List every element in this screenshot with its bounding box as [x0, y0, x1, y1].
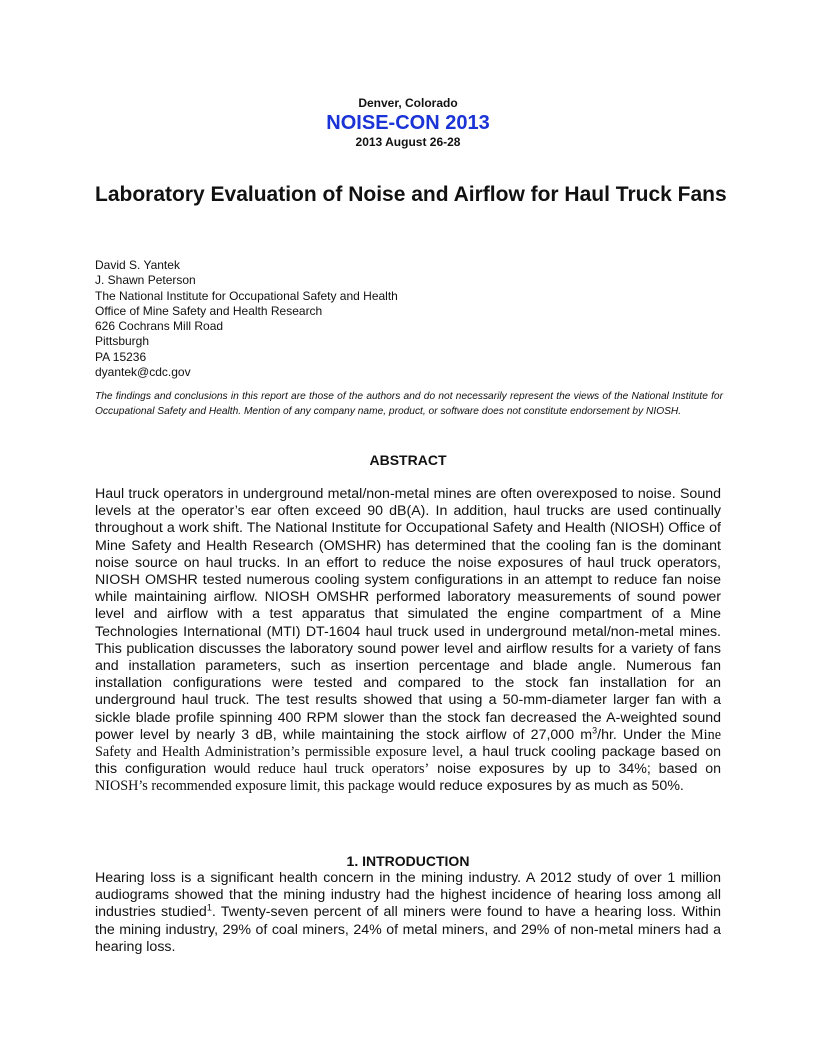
author-state-zip: PA 15236	[95, 349, 147, 364]
abstract-text-c: a haul truck cooling package based on this configuration woul	[95, 744, 721, 778]
author-street: 626 Cochrans Mill Road	[95, 319, 224, 334]
author-block	[95, 258, 715, 380]
introduction-heading: 1. INTRODUCTION	[346, 853, 470, 869]
abstract-heading: ABSTRACT	[369, 452, 447, 468]
intro-text-a: Hearing loss is a significant health concern in the mining industry. A 2012 study of over 1 million audiograms showed that the mining industry had the highest incidence of hearing loss among all industries studied	[95, 870, 721, 921]
abstract-serif-2: d reduce haul truck operators’	[243, 761, 430, 778]
abstract-text-a: Haul truck operators in underground metal/non-metal mines are often overexposed to noise. Sound levels at the operator’s ear often exceed 90 dB(A). In addition, haul trucks are used continually throughout a work shift. The National Institute for Occupational Safety and Health (NIOSH) Office of Mine Safety and Health Research (OMSHR) has determined that the cooling fan is the dominant noise source on haul trucks. In an effort to reduce the noise exposures of haul truck operators, NIOSH OMSHR tested numerous cooling system configurations in an attempt to reduce fan noise while maintaining airflow. NIOSH OMSHR performed laboratory measurements of sound power level and airflow with a test apparatus that simulated the engine compartment of a Mine Technologies International (MTI) DT-1604 haul truck used in underground metal/non-metal mines. This publication discusses the laboratory sound power level and airflow results for a variety of fans and installation parameters, such as insertion percentage and blade angle. Numerous fan installation configurations were tested and compared to the stock fan installation for an underground haul truck. The test results showed that using a 50-mm-diameter larger fan with a sickle blade profile spinning 400 RPM slower than the stock fan decreased the A-weighted sound power level by nearly 3 dB, while maintaining the stock airflow of 27,000 m	[95, 486, 721, 743]
abstract-serif-1: the Mine Safety and Health Administration’s permissible exposure level,	[95, 726, 721, 761]
author-name-2: J. Shawn Peterson	[95, 273, 196, 288]
introduction-body	[95, 870, 721, 956]
conference-name: NOISE-CON 2013	[326, 112, 490, 134]
abstract-text-b: /hr. Under	[597, 726, 668, 743]
author-city: Pittsburgh	[95, 334, 150, 349]
disclaimer: The findings and conclusions in this report are those of the authors and do not necessarily represent the views of the National Institute for Occupational Safety and Health. Mention of any company name, product, or software does not constitute endorsement by NIOSH.	[95, 391, 723, 417]
paper-title: Laboratory Evaluation of Noise and Airflow for Haul Truck Fans	[95, 183, 727, 206]
abstract-superscript: 3	[592, 725, 598, 736]
conference-location: Denver, Colorado	[358, 96, 458, 110]
abstract-text-d: noise exposures by up to 34%; based on	[429, 761, 721, 778]
intro-text-b: . Twenty-seven percent of all miners were found to have a hearing loss. Within the mining industry, 29% of coal miners, 24% of metal miners, and 29% of non-metal miners had a hearing loss.	[95, 904, 721, 955]
author-email: dyantek@cdc.gov	[95, 365, 191, 380]
abstract-body	[95, 486, 721, 796]
author-office: Office of Mine Safety and Health Research	[95, 303, 323, 318]
author-institute: The National Institute for Occupational Safety and Health	[95, 288, 398, 303]
author-name-1: David S. Yantek	[95, 258, 180, 272]
abstract-text-e: would reduce exposures by as much as 50%.	[394, 778, 684, 795]
intro-superscript: 1	[206, 902, 212, 913]
abstract-serif-3: NIOSH’s recommended exposure limit, this package	[95, 778, 395, 795]
conference-dates: 2013 August 26-28	[355, 135, 461, 149]
